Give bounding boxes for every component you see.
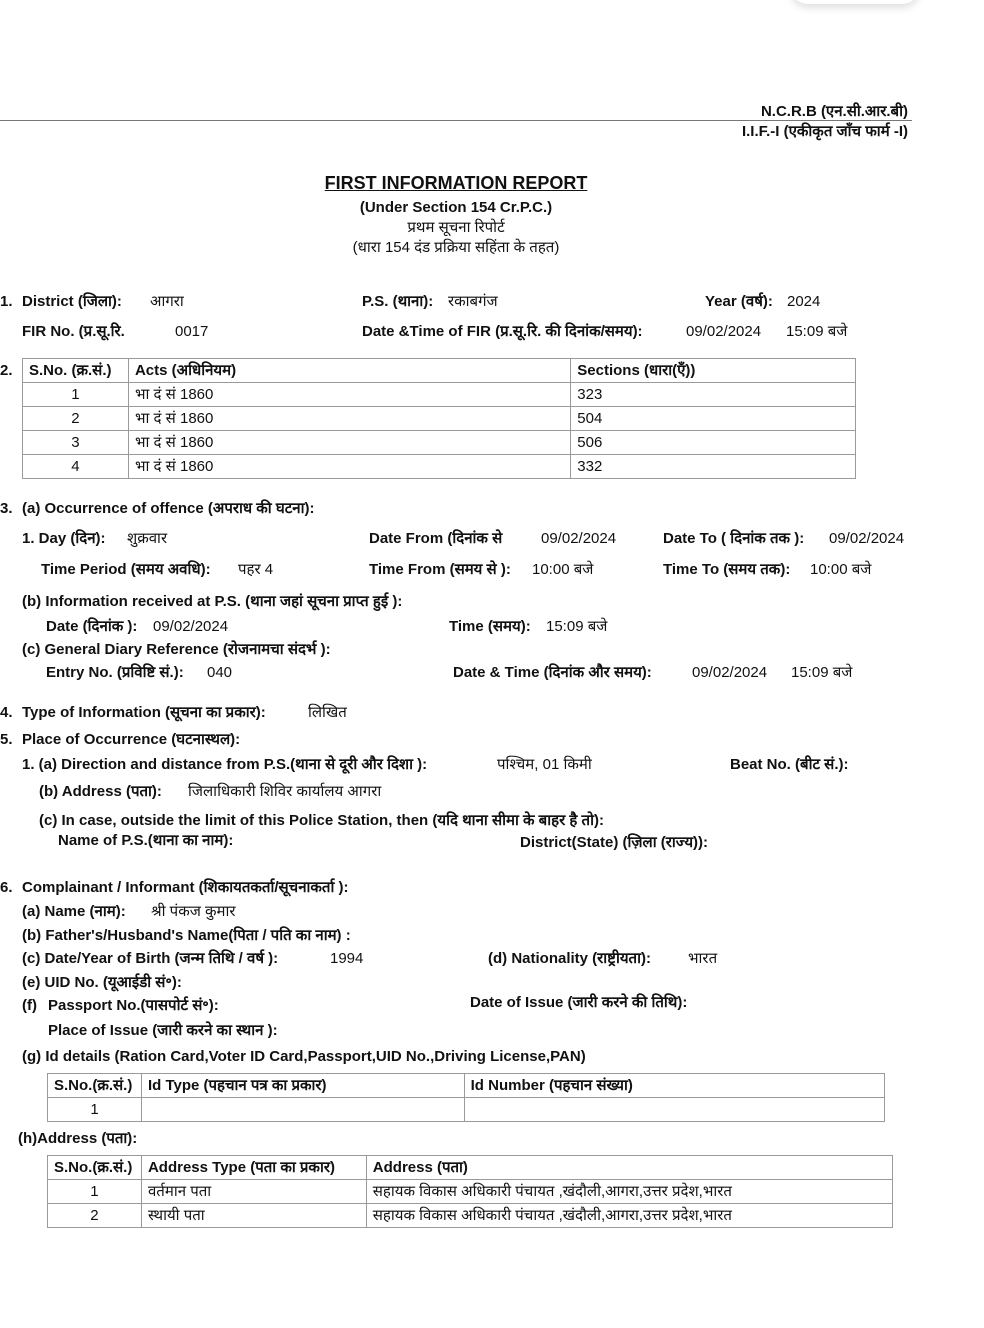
date-from-label: Date From (दिनांक से: [369, 530, 503, 547]
date-of-issue-label: Date of Issue (जारी करने की तिथि):: [470, 994, 688, 1011]
id-header-number: Id Number (पहचान संख्या): [464, 1074, 884, 1098]
table-row: [23, 407, 856, 431]
acts-sno: 2: [23, 407, 129, 431]
acts-header-sno: S.No. (क्र.सं.): [23, 359, 129, 383]
acts-header-sections: Sections (धारा(एँ)): [571, 359, 856, 383]
table-row: [48, 1204, 893, 1228]
dob-value: 1994: [330, 950, 364, 967]
outside-district-label: District(State) (ज़िला (राज्य)):: [520, 834, 709, 851]
info-time-label: Time (समय):: [449, 618, 531, 635]
district-label: District (जिला):: [22, 293, 122, 310]
time-from-label: Time From (समय से ):: [369, 561, 511, 578]
acts-sno: 4: [23, 455, 129, 479]
time-from-value: 10:00 बजे: [532, 561, 594, 578]
acts-act: भा दं सं 1860: [128, 431, 570, 455]
passport-label: Passport No.(पासपोर्ट सं॰):: [48, 997, 219, 1014]
date-to-label: Date To ( दिनांक तक ):: [663, 530, 805, 547]
ps-label: P.S. (थाना):: [362, 293, 434, 310]
fir-time-value: 15:09 बजे: [786, 323, 848, 340]
fir-no-value: 0017: [175, 323, 209, 340]
address-type: स्थायी पता: [141, 1204, 366, 1228]
address-label: (b) Address (पता):: [39, 783, 162, 800]
s1-number: 1.: [0, 293, 13, 310]
id-header-type: Id Type (पहचान पत्र का प्रकार): [141, 1074, 464, 1098]
address-header-address: Address (पता): [366, 1156, 892, 1180]
acts-section: 504: [571, 407, 856, 431]
name-value: श्री पंकज कुमार: [151, 903, 236, 920]
address-table: [47, 1155, 893, 1228]
father-label: (b) Father's/Husband's Name(पिता / पति का नाम) :: [22, 927, 351, 944]
acts-header-acts: Acts (अधिनियम): [128, 359, 570, 383]
table-row: [23, 455, 856, 479]
address-type: वर्तमान पता: [141, 1180, 366, 1204]
info-type-label: Type of Information (सूचना का प्रकार):: [22, 704, 266, 721]
report-title: FIRST INFORMATION REPORT: [324, 173, 588, 193]
ps-value: रकाबगंज: [448, 293, 498, 310]
info-type-value: लिखित: [308, 704, 347, 721]
address-header-sno: S.No.(क्र.सं.): [48, 1156, 142, 1180]
s4-number: 4.: [0, 704, 13, 721]
acts-section: 323: [571, 383, 856, 407]
header-rule: [0, 120, 912, 121]
nationality-value: भारत: [688, 950, 718, 967]
address-value: जिलाधिकारी शिविर कार्यालय आगरा: [188, 783, 382, 800]
name-label: (a) Name (नाम):: [22, 903, 126, 920]
info-received-heading: (b) Information received at P.S. (थाना जहां सूचना प्राप्त हुई ):: [22, 593, 403, 610]
time-to-value: 10:00 बजे: [810, 561, 872, 578]
fir-date-value: 09/02/2024: [686, 323, 762, 340]
gd-date-value: 09/02/2024: [692, 664, 768, 681]
id-details-table: [47, 1073, 885, 1122]
ncrb-label: N.C.R.B (एन.सी.आर.बी): [760, 103, 908, 120]
fir-no-label: FIR No. (प्र.सू.रि.: [22, 323, 125, 340]
s3-number: 3.: [0, 500, 13, 517]
date-from-value: 09/02/2024: [541, 530, 617, 547]
beat-label: Beat No. (बीट सं.):: [730, 756, 849, 773]
entry-no-label: Entry No. (प्रविष्टि सं.):: [46, 664, 184, 681]
uid-label: (e) UID No. (यूआईडी सं॰):: [22, 974, 182, 991]
address-header-type: Address Type (पता का प्रकार): [141, 1156, 366, 1180]
acts-table: [22, 358, 856, 479]
acts-act: भा दं सं 1860: [128, 407, 570, 431]
table-row: [48, 1098, 885, 1122]
s5-number: 5.: [0, 731, 13, 748]
id-table-header: [48, 1074, 885, 1098]
gd-time-value: 15:09 बजे: [791, 664, 853, 681]
occurrence-heading: (a) Occurrence of offence (अपराध की घटना):: [22, 500, 315, 517]
table-row: [23, 383, 856, 407]
dob-label: (c) Date/Year of Birth (जन्म तिथि / वर्ष ):: [22, 950, 279, 967]
time-period-value: पहर 4: [238, 561, 274, 578]
report-hindi-section: (धारा 154 दंड प्रक्रिया सहिंता के तहत): [352, 239, 560, 256]
top-edge-shadow: [790, 0, 920, 4]
id-header-sno: S.No.(क्र.सं.): [48, 1074, 142, 1098]
id-number: [464, 1098, 884, 1122]
entry-no-value: 040: [207, 664, 233, 681]
acts-sno: 3: [23, 431, 129, 455]
acts-table-header: [23, 359, 856, 383]
report-section: (Under Section 154 Cr.P.C.): [359, 199, 553, 216]
gd-datetime-label: Date & Time (दिनांक और समय):: [453, 664, 652, 681]
s6-number: 6.: [0, 879, 13, 896]
acts-act: भा दं सं 1860: [128, 455, 570, 479]
place-of-issue-label: Place of Issue (जारी करने का स्थान ):: [48, 1022, 278, 1039]
acts-section: 332: [571, 455, 856, 479]
iif-label: I.I.F.-I (एकीकृत जाँच फार्म -I): [741, 123, 908, 140]
date-to-value: 09/02/2024: [829, 530, 905, 547]
year-value: 2024: [787, 293, 821, 310]
passport-letter: (f): [22, 997, 37, 1014]
acts-sno: 1: [23, 383, 129, 407]
outside-limit-label: (c) In case, outside the limit of this Police Station, then (यदि थाना सीमा के बाहर है तो):: [39, 812, 604, 829]
direction-value: पश्चिम, 01 किमी: [497, 756, 592, 773]
info-date-value: 09/02/2024: [153, 618, 229, 635]
address-table-header: [48, 1156, 893, 1180]
complainant-heading: Complainant / Informant (शिकायतकर्ता/सूचनाकर्ता ):: [22, 879, 349, 896]
acts-act: भा दं सं 1860: [128, 383, 570, 407]
address-text: सहायक विकास अधिकारी पंचायत ,खंदौली,आगरा,उत्तर प्रदेश,भारत: [366, 1204, 892, 1228]
gd-reference-heading: (c) General Diary Reference (रोजनामचा संदर्भ ):: [22, 641, 331, 658]
place-heading: Place of Occurrence (घटनास्थल):: [22, 731, 241, 748]
table-row: [48, 1180, 893, 1204]
time-to-label: Time To (समय तक):: [663, 561, 791, 578]
table-row: [23, 431, 856, 455]
direction-label: 1. (a) Direction and distance from P.S.(थाना से दूरी और दिशा ):: [22, 756, 428, 773]
address-text: सहायक विकास अधिकारी पंचायत ,खंदौली,आगरा,उत्तर प्रदेश,भारत: [366, 1180, 892, 1204]
nationality-label: (d) Nationality (राष्ट्रीयता):: [488, 950, 651, 967]
info-time-value: 15:09 बजे: [546, 618, 608, 635]
fir-datetime-label: Date &Time of FIR (प्र.सू.रि. की दिनांक/समय):: [362, 323, 643, 340]
day-label: 1. Day (दिन):: [22, 530, 106, 547]
district-value: आगरा: [150, 293, 184, 310]
year-label: Year (वर्ष):: [705, 293, 773, 310]
address-sno: 2: [48, 1204, 142, 1228]
outside-ps-label: Name of P.S.(थाना का नाम):: [58, 832, 234, 849]
time-period-label: Time Period (समय अवधि):: [41, 561, 211, 578]
id-sno: 1: [48, 1098, 142, 1122]
info-date-label: Date (दिनांक ):: [46, 618, 138, 635]
acts-section: 506: [571, 431, 856, 455]
day-value: शुक्रवार: [127, 530, 168, 547]
address-sno: 1: [48, 1180, 142, 1204]
report-hindi-title: प्रथम सूचना रिपोर्ट: [407, 219, 505, 236]
id-type: [141, 1098, 464, 1122]
address-table-heading: (h)Address (पता):: [18, 1130, 138, 1147]
s2-number: 2.: [0, 362, 13, 379]
id-details-heading: (g) Id details (Ration Card,Voter ID Card,Passport,UID No.,Driving License,PAN): [22, 1048, 586, 1065]
